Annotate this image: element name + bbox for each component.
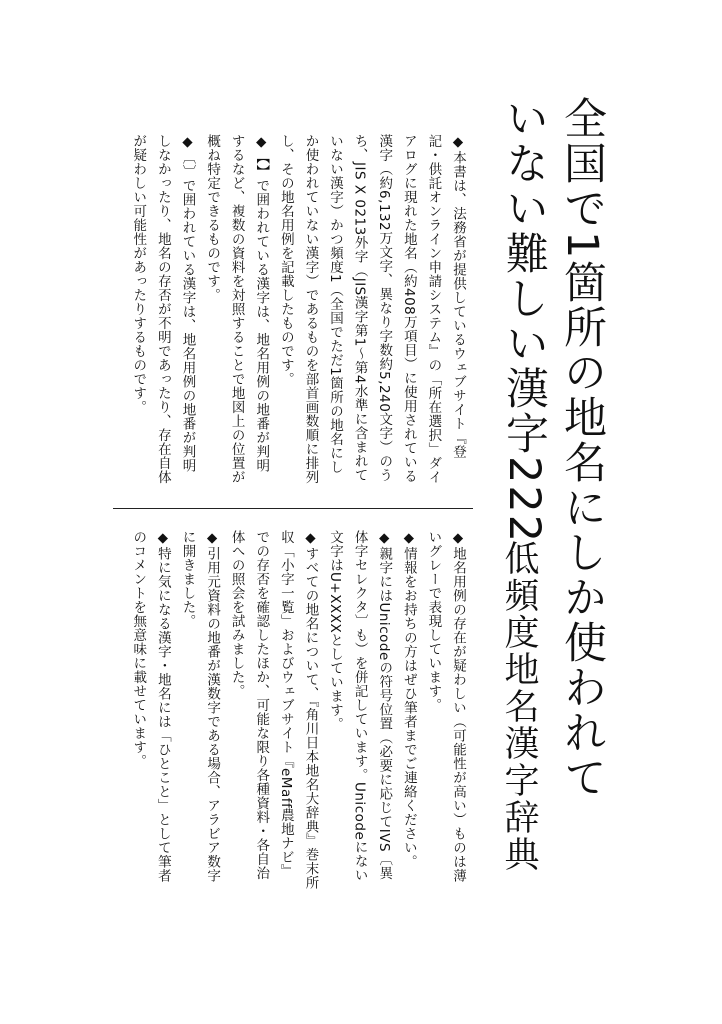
note-paragraph: ◆本書は、法務省が提供しているウェブサイト『登記・供託オンライン申請システム』の「所在選択」ダイアログに現れた地名（約408万項目）に使用されている漢字（約6,132万文字、異なり字数約5,240文字）のうち、JIS X 0213外字（JIS漢字第1〜第4水準に含まれていない漢字）かつ頻度1（全国でただ1箇所の地名にしか使われていない漢字）であるものを部首画数順に排列し、その地名用例を記載したものです。 bbox=[277, 134, 466, 484]
title-line-2: いない難しい漢字222 bbox=[499, 96, 549, 545]
note-paragraph: ◆親字にはUnicodeの符号位置（必要に応じてIVS〔異体字セレクタ〕も）を併記しています。Unicodeにない文字はU+XXXXとしています。 bbox=[327, 530, 393, 883]
note-paragraph: ◆【】で囲われている漢字は、地名用例の地番が判明するなど、複数の資料を対照することで地図上の位置が概ね特定できるものです。 bbox=[204, 134, 270, 484]
note-paragraph: ◆情報をお持ちの方はぜひ筆者までご連絡ください。 bbox=[400, 530, 417, 869]
notes-upper bbox=[100, 134, 470, 484]
note-paragraph: ◆引用元資料の地番が漢数字である場合、アラビア数字に開きました。 bbox=[179, 530, 221, 883]
note-paragraph: ◆すべての地名について、『角川日本地名大辞典』巻末所収「小字一覧」およびウェブサイト『eMaff農地ナビ』での存否を確認したほか、可能な限り各種資料・各自治体への照会を試みました。 bbox=[228, 530, 319, 890]
subtitle: 低頻度地名漢字辞典 bbox=[499, 540, 539, 873]
note-paragraph: ◆地名用例の存在が疑わしい（可能性が高い）ものは薄いグレーで表現しています。 bbox=[425, 530, 466, 883]
note-paragraph: ◆特に気になる漢字・地名には「ひとこと」として筆者のコメントを無意味に載せています。 bbox=[130, 530, 171, 883]
notes-lower bbox=[100, 530, 470, 890]
note-paragraph: ◆〔〕で囲われている漢字は、地名用例の地番が判明しなかったり、地名の存否が不明であったり、存在自体が疑わしい可能性があったりするものです。 bbox=[130, 134, 196, 484]
section-divider bbox=[113, 508, 473, 509]
title-line-1: 全国で1箇所の地名にしか使われて bbox=[557, 96, 607, 801]
